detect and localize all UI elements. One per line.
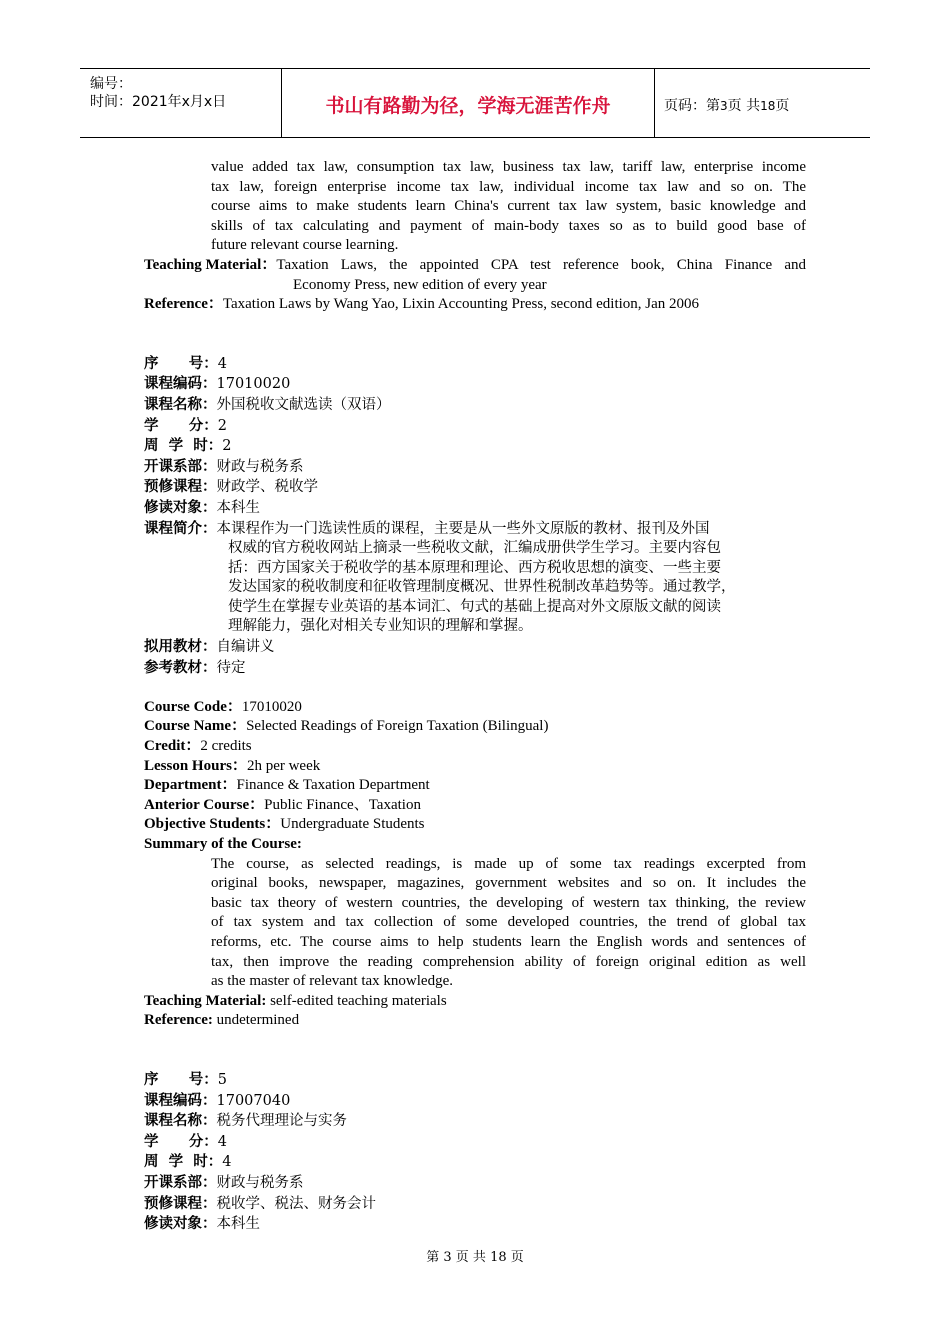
summary-line: as the master of relevant tax knowledge. xyxy=(211,973,453,990)
target-row: 修读对象：本科生 xyxy=(144,1215,260,1233)
course-name-row: Course Name：Selected Readings of Foreign Taxation (Bilingual) xyxy=(144,718,549,735)
department-row: Department：Finance & Taxation Department xyxy=(144,777,430,794)
code-row: 课程编码：17010020 xyxy=(144,375,291,393)
document-body xyxy=(144,158,806,1235)
teaching-material-label: Teaching Material： xyxy=(144,256,277,273)
reference-row: Reference：Taxation Laws by Wang Yao, Lixin Accounting Press, second edition, Jan 2006 xyxy=(144,296,700,313)
teaching-material-row: Teaching Material: self-edited teaching materials xyxy=(144,992,447,1009)
target-row: 修读对象：本科生 xyxy=(144,498,260,516)
page-footer: 第 3 页 共 18 页 xyxy=(426,1250,524,1265)
summary-line: basic tax theory of western countries, the developing of western tax thinking, the review xyxy=(211,894,806,911)
summary-heading: Summary of the Course: xyxy=(144,836,302,852)
seq-row: 序 号：4 xyxy=(144,354,228,372)
code-row: 课程编码：17007040 xyxy=(144,1091,291,1109)
course-4-english xyxy=(144,698,806,1031)
course-5-chinese xyxy=(144,1070,806,1235)
header-motto-cell xyxy=(281,69,655,137)
page-header xyxy=(80,68,870,138)
summary-line: 使学生在掌握专业英语的基本词汇、句式的基础上提高对外文原版文献的阅读 xyxy=(228,598,721,615)
summary-line: tax, then improve the reading comprehension ability of foreign original edition as well xyxy=(211,953,806,970)
seq-row: 序 号：5 xyxy=(144,1070,228,1088)
summary-row: 课程简介：本课程作为一门选读性质的课程，主要是从一些外文原版的教材、报刊及外国 xyxy=(144,519,710,537)
dept-row: 开课系部：财政与税务系 xyxy=(144,1173,304,1191)
dept-row: 开课系部：财政与税务系 xyxy=(144,457,304,475)
hours-row: 周 学 时：2 xyxy=(144,437,232,455)
teaching-material-continued: Economy Press, new edition of every year xyxy=(293,276,547,293)
header-page-number: 页码：第3页 共18页 xyxy=(664,98,790,114)
course-code-row: Course Code：17010020 xyxy=(144,698,302,715)
credit-row: 学 分：4 xyxy=(144,1132,228,1150)
summary-line: course aims to make students learn China's current tax law system, basic knowledge and xyxy=(211,198,806,215)
prereq-row: 预修课程：财政学、税收学 xyxy=(144,478,318,496)
document-time-label: 时间：2021年x月x日 xyxy=(90,94,227,110)
summary-line: tax law, foreign enterprise income tax law, individual income tax law and so on. The xyxy=(211,178,806,195)
anterior-course-row: Anterior Course：Public Finance、Taxation xyxy=(144,796,421,813)
objective-students-row: Objective Students：Undergraduate Students xyxy=(144,816,425,833)
name-row: 课程名称：外国税收文献选读（双语） xyxy=(144,395,391,413)
teaching-material-value: Taxation Laws, the appointed CPA test reference book, China Finance and xyxy=(276,256,806,273)
teaching-material-row xyxy=(144,256,806,276)
lesson-hours-row: Lesson Hours：2h per week xyxy=(144,757,321,774)
summary-line: reforms, etc. The course aims to help students learn the English words and sentences of xyxy=(211,933,806,950)
reference-row: Reference: undetermined xyxy=(144,1012,300,1029)
name-row: 课程名称：税务代理理论与实务 xyxy=(144,1112,347,1130)
header-page-cell xyxy=(655,69,870,137)
summary-line: value added tax law, consumption tax law, business tax law, tariff law, enterprise income xyxy=(211,159,806,175)
document-number-label: 编号： xyxy=(90,76,132,92)
ref-row: 参考教材：待定 xyxy=(144,658,246,676)
textbook-row: 拟用教材：自编讲义 xyxy=(144,638,275,656)
course-4-chinese xyxy=(144,354,806,679)
summary-line: skills of tax calculating and payment of main-body taxes so as to build good base of xyxy=(211,217,806,234)
credit-row: Credit：2 credits xyxy=(144,738,252,755)
previous-course-summary xyxy=(144,158,806,256)
summary-line: The course, as selected readings, is made up of some tax readings excerpted from xyxy=(211,855,806,872)
summary-line: original books, newspaper, magazines, government websites and so on. It includes the xyxy=(211,875,806,892)
hours-row: 周 学 时：4 xyxy=(144,1153,232,1171)
header-info-cell xyxy=(80,69,280,137)
summary-line: 括：西方国家关于税收学的基本原理和理论、西方税收思想的演变、一些主要 xyxy=(228,559,721,576)
summary-line: 理解能力，强化对相关专业知识的理解和掌握。 xyxy=(228,618,533,635)
motto-text: 书山有路勤为径，学海无涯苦作舟 xyxy=(325,95,611,117)
summary-line: of tax system and tax collection of some developed countries, the trend of global tax xyxy=(211,914,806,931)
credit-row: 学 分：2 xyxy=(144,416,228,434)
summary-line: 权威的官方税收网站上摘录一些税收文献，汇编成册供学生学习。主要内容包 xyxy=(228,540,721,557)
summary-line: 发达国家的税收制度和征收管理制度概况、世界性税制改革趋势等。通过教学， xyxy=(228,579,736,596)
summary-line: future relevant course learning. xyxy=(211,237,399,254)
reference-value: Taxation Laws by Wang Yao, Lixin Accounting Press, second edition, Jan 2006 xyxy=(222,296,700,313)
prereq-row: 预修课程：税收学、税法、财务会计 xyxy=(144,1194,376,1212)
